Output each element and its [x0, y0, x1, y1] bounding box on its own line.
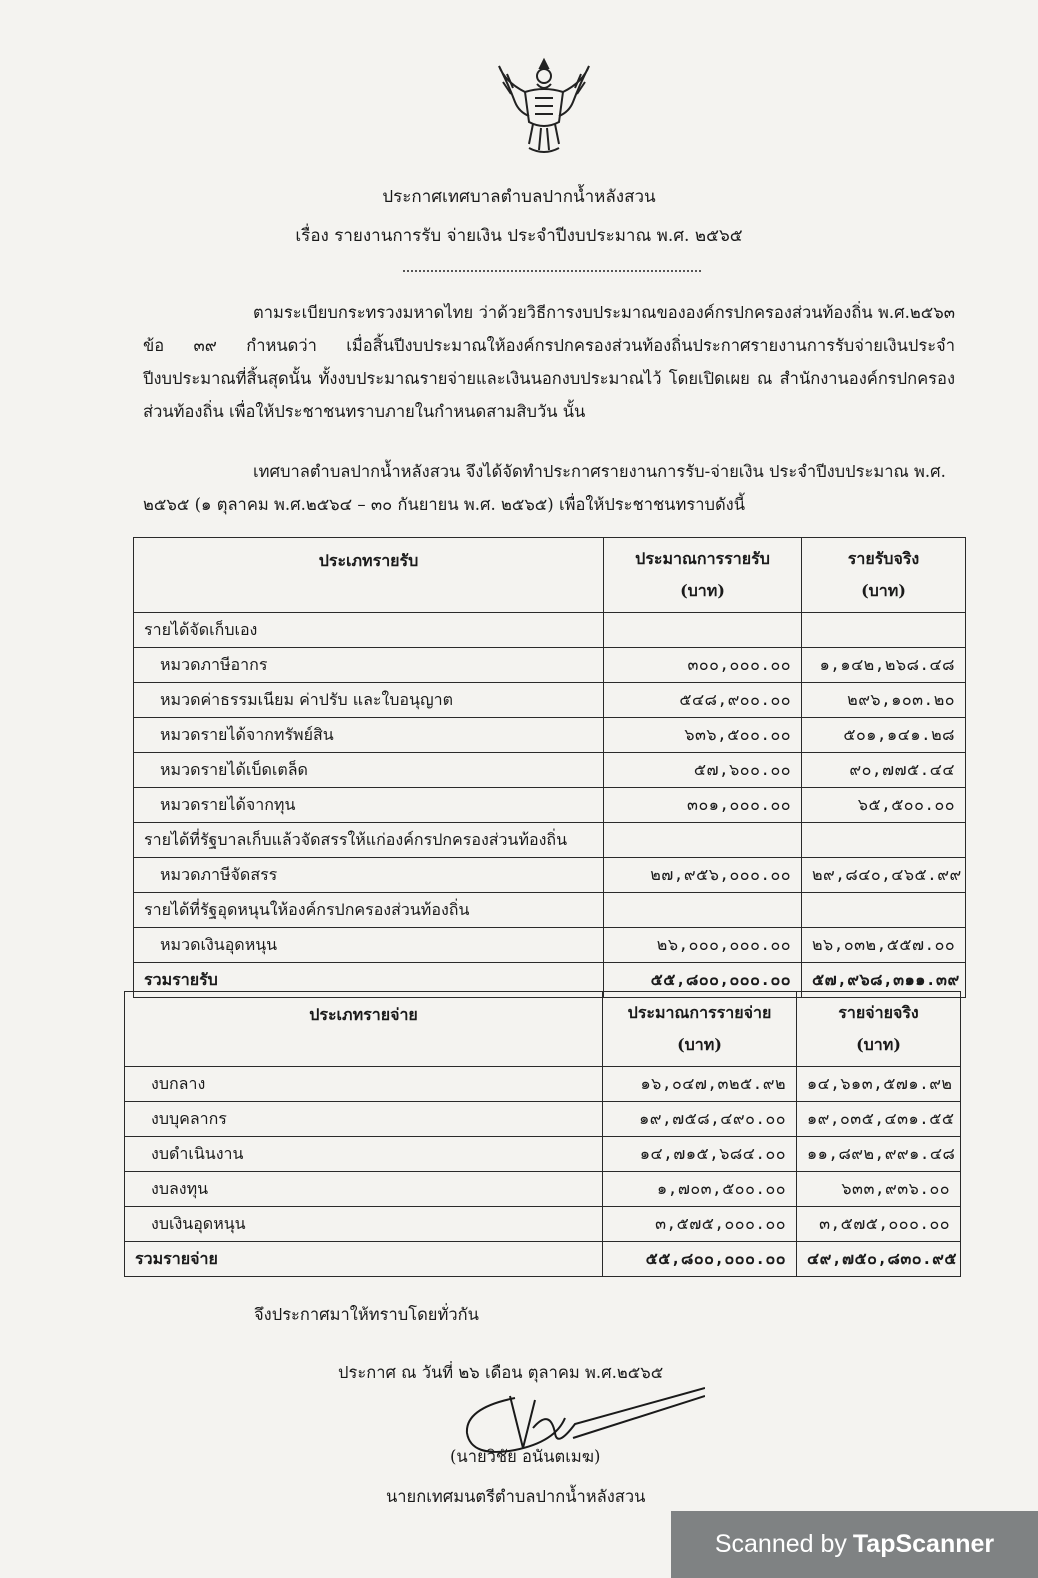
expense-row — [125, 1102, 961, 1137]
expense-total-estimate: ๕๕,๘๐๐,๐๐๐.๐๐ — [603, 1242, 797, 1277]
income-row-actual: ๒๖,๐๓๒,๕๕๗.๐๐ — [802, 928, 966, 963]
income-row-actual: ๑,๑๔๒,๒๖๘.๔๘ — [802, 648, 966, 683]
expense-row-label: งบลงทุน — [125, 1172, 603, 1207]
income-row-actual: ๙๐,๗๗๕.๔๔ — [802, 753, 966, 788]
expense-actual-header — [797, 992, 961, 1067]
income-row-label: หมวดภาษีจัดสรร — [134, 858, 604, 893]
income-group-row — [134, 823, 966, 858]
expense-row-estimate: ๓,๕๗๕,๐๐๐.๐๐ — [603, 1207, 797, 1242]
income-estimate-header — [604, 538, 802, 613]
income-type-header: ประเภทรายรับ — [134, 538, 604, 613]
expense-header-row — [125, 992, 961, 1067]
income-row-estimate: ๓๐๑,๐๐๐.๐๐ — [604, 788, 802, 823]
expense-actual-header-unit: (บาท) — [856, 1035, 901, 1054]
income-row-label: หมวดรายได้เบ็ดเตล็ด — [134, 753, 604, 788]
income-row-actual: ๖๕,๕๐๐.๐๐ — [802, 788, 966, 823]
income-row — [134, 928, 966, 963]
signatory-position: นายกเทศมนตรีตำบลปากน้ำหลังสวน — [386, 1487, 646, 1506]
income-row — [134, 683, 966, 718]
expense-row-label: งบบุคลากร — [125, 1102, 603, 1137]
expense-row — [125, 1067, 961, 1102]
income-row-label: หมวดค่าธรรมเนียม ค่าปรับ และใบอนุญาต — [134, 683, 604, 718]
income-actual-header-unit: (บาท) — [861, 581, 906, 600]
expense-row-estimate: ๑๖,๐๔๗,๓๒๕.๙๒ — [603, 1067, 797, 1102]
income-total-label: รวมรายรับ — [134, 963, 604, 998]
income-total-actual: ๕๗,๙๖๘,๓๑๑.๓๙ — [802, 963, 966, 998]
announcement-date: ประกาศ ณ วันที่ ๒๖ เดือน ตุลาคม พ.ศ.๒๕๖๕ — [338, 1363, 664, 1382]
garuda-emblem-icon — [495, 52, 593, 162]
income-row — [134, 648, 966, 683]
income-row-label: หมวดรายได้จากทุน — [134, 788, 604, 823]
income-header-row — [134, 538, 966, 613]
expense-row — [125, 1137, 961, 1172]
income-estimate-header-label: ประมาณการรายรับ — [635, 549, 770, 568]
income-row-estimate: ๖๓๖,๕๐๐.๐๐ — [604, 718, 802, 753]
income-row-label: หมวดเงินอุดหนุน — [134, 928, 604, 963]
expense-row-actual: ๓,๕๗๕,๐๐๐.๐๐ — [797, 1207, 961, 1242]
announcement-subject: เรื่อง รายงานการรับ จ่ายเงิน ประจำปีงบประมาณ พ.ศ. ๒๕๖๕ — [295, 226, 743, 246]
expense-row-label: งบเงินอุดหนุน — [125, 1207, 603, 1242]
expense-row-label: งบดำเนินงาน — [125, 1137, 603, 1172]
signatory-name: (นายวิชัย อนันตเมฆ) — [450, 1447, 601, 1466]
scanner-watermark — [671, 1511, 1038, 1578]
income-actual-header-label: รายรับจริง — [847, 549, 920, 568]
income-row-label: หมวดภาษีอากร — [134, 648, 604, 683]
expense-type-header: ประเภทรายจ่าย — [125, 992, 603, 1067]
expense-estimate-header-unit: (บาท) — [677, 1035, 722, 1054]
income-actual-header — [802, 538, 966, 613]
income-estimate-header-unit: (บาท) — [680, 581, 725, 600]
expense-row-actual: ๑๑,๘๙๒,๙๙๑.๔๘ — [797, 1137, 961, 1172]
expense-row-actual: ๑๔,๖๑๓,๕๗๑.๙๒ — [797, 1067, 961, 1102]
income-row-actual: ๒๙๖,๑๐๓.๒๐ — [802, 683, 966, 718]
income-row — [134, 718, 966, 753]
expense-row-estimate: ๑๙,๗๕๘,๔๙๐.๐๐ — [603, 1102, 797, 1137]
income-group-label: รายได้จัดเก็บเอง — [134, 613, 604, 648]
expense-estimate-header — [603, 992, 797, 1067]
expense-row — [125, 1172, 961, 1207]
income-group-row — [134, 613, 966, 648]
expense-total-row — [125, 1242, 961, 1277]
income-row-estimate: ๕๔๘,๙๐๐.๐๐ — [604, 683, 802, 718]
expense-row-estimate: ๑,๗๐๓,๕๐๐.๐๐ — [603, 1172, 797, 1207]
income-row-label: หมวดรายได้จากทรัพย์สิน — [134, 718, 604, 753]
income-group-label: รายได้ที่รัฐอุดหนุนให้องค์กรปกครองส่วนท้องถิ่น — [134, 893, 604, 928]
expense-row-actual: ๑๙,๐๓๕,๔๓๑.๕๕ — [797, 1102, 961, 1137]
income-group-label: รายได้ที่รัฐบาลเก็บแล้วจัดสรรให้แก่องค์กรปกครองส่วนท้องถิ่น — [134, 823, 604, 858]
expense-actual-header-label: รายจ่ายจริง — [838, 1003, 919, 1022]
income-row-estimate: ๒๗,๙๕๖,๐๐๐.๐๐ — [604, 858, 802, 893]
income-group-row — [134, 893, 966, 928]
income-row — [134, 858, 966, 893]
expense-total-label: รวมรายจ่าย — [125, 1242, 603, 1277]
expense-total-actual: ๔๙,๗๕๐,๘๓๐.๙๕ — [797, 1242, 961, 1277]
income-row-estimate: ๓๐๐,๐๐๐.๐๐ — [604, 648, 802, 683]
income-row-actual: ๒๙,๘๔๐,๔๖๕.๙๙ — [802, 858, 966, 893]
expense-row — [125, 1207, 961, 1242]
expense-estimate-header-label: ประมาณการรายจ่าย — [627, 1003, 772, 1022]
expense-row-estimate: ๑๔,๗๑๕,๖๘๔.๐๐ — [603, 1137, 797, 1172]
income-row — [134, 753, 966, 788]
income-row-estimate: ๒๖,๐๐๐,๐๐๐.๐๐ — [604, 928, 802, 963]
watermark-prefix: Scanned by — [714, 1530, 847, 1558]
dotted-divider — [403, 270, 701, 272]
income-row — [134, 788, 966, 823]
watermark-brand: TapScanner — [852, 1530, 995, 1558]
income-row-actual: ๕๐๑,๑๔๑.๒๘ — [802, 718, 966, 753]
announcement-title: ประกาศเทศบาลตำบลปากน้ำหลังสวน — [382, 187, 656, 207]
paragraph-regulation: ตามระเบียบกระทรวงมหาดไทย ว่าด้วยวิธีการงบประมาณขององค์กรปกครองส่วนท้องถิ่น พ.ศ.๒๕๖๓ ข้อ ๓๙ กำหนดว่า เมื่อสิ้นปีงบประมาณให้องค์กรปกครองส่วนท้องถิ่นประกาศรายงานการรับจ่ายเงินประจำปีงบประมาณที่สิ้นสุดนั้น ทั้งงบประมาณรายจ่ายและเงินนอกงบประมาณไว้ โดยเปิดเผย ณ สำนักงานองค์กรปกครองส่วนท้องถิ่น เพื่อให้ประชาชนทราบภายในกำหนดสามสิบวัน นั้น — [143, 303, 955, 421]
income-table — [133, 537, 966, 998]
expense-row-label: งบกลาง — [125, 1067, 603, 1102]
paragraph-report-intro: เทศบาลตำบลปากน้ำหลังสวน จึงได้จัดทำประกาศรายงานการรับ-จ่ายเงิน ประจำปีงบประมาณ พ.ศ. ๒๕๖๕ (๑ ตุลาคม พ.ศ.๒๕๖๔ – ๓๐ กันยายน พ.ศ. ๒๕๖๕) เพื่อให้ประชาชนทราบดังนี้ — [143, 462, 946, 514]
closing-statement: จึงประกาศมาให้ทราบโดยทั่วกัน — [254, 1305, 479, 1324]
expense-row-actual: ๖๓๓,๙๓๖.๐๐ — [797, 1172, 961, 1207]
income-row-estimate: ๕๗,๖๐๐.๐๐ — [604, 753, 802, 788]
income-total-estimate: ๕๕,๘๐๐,๐๐๐.๐๐ — [604, 963, 802, 998]
expense-table — [124, 991, 961, 1277]
